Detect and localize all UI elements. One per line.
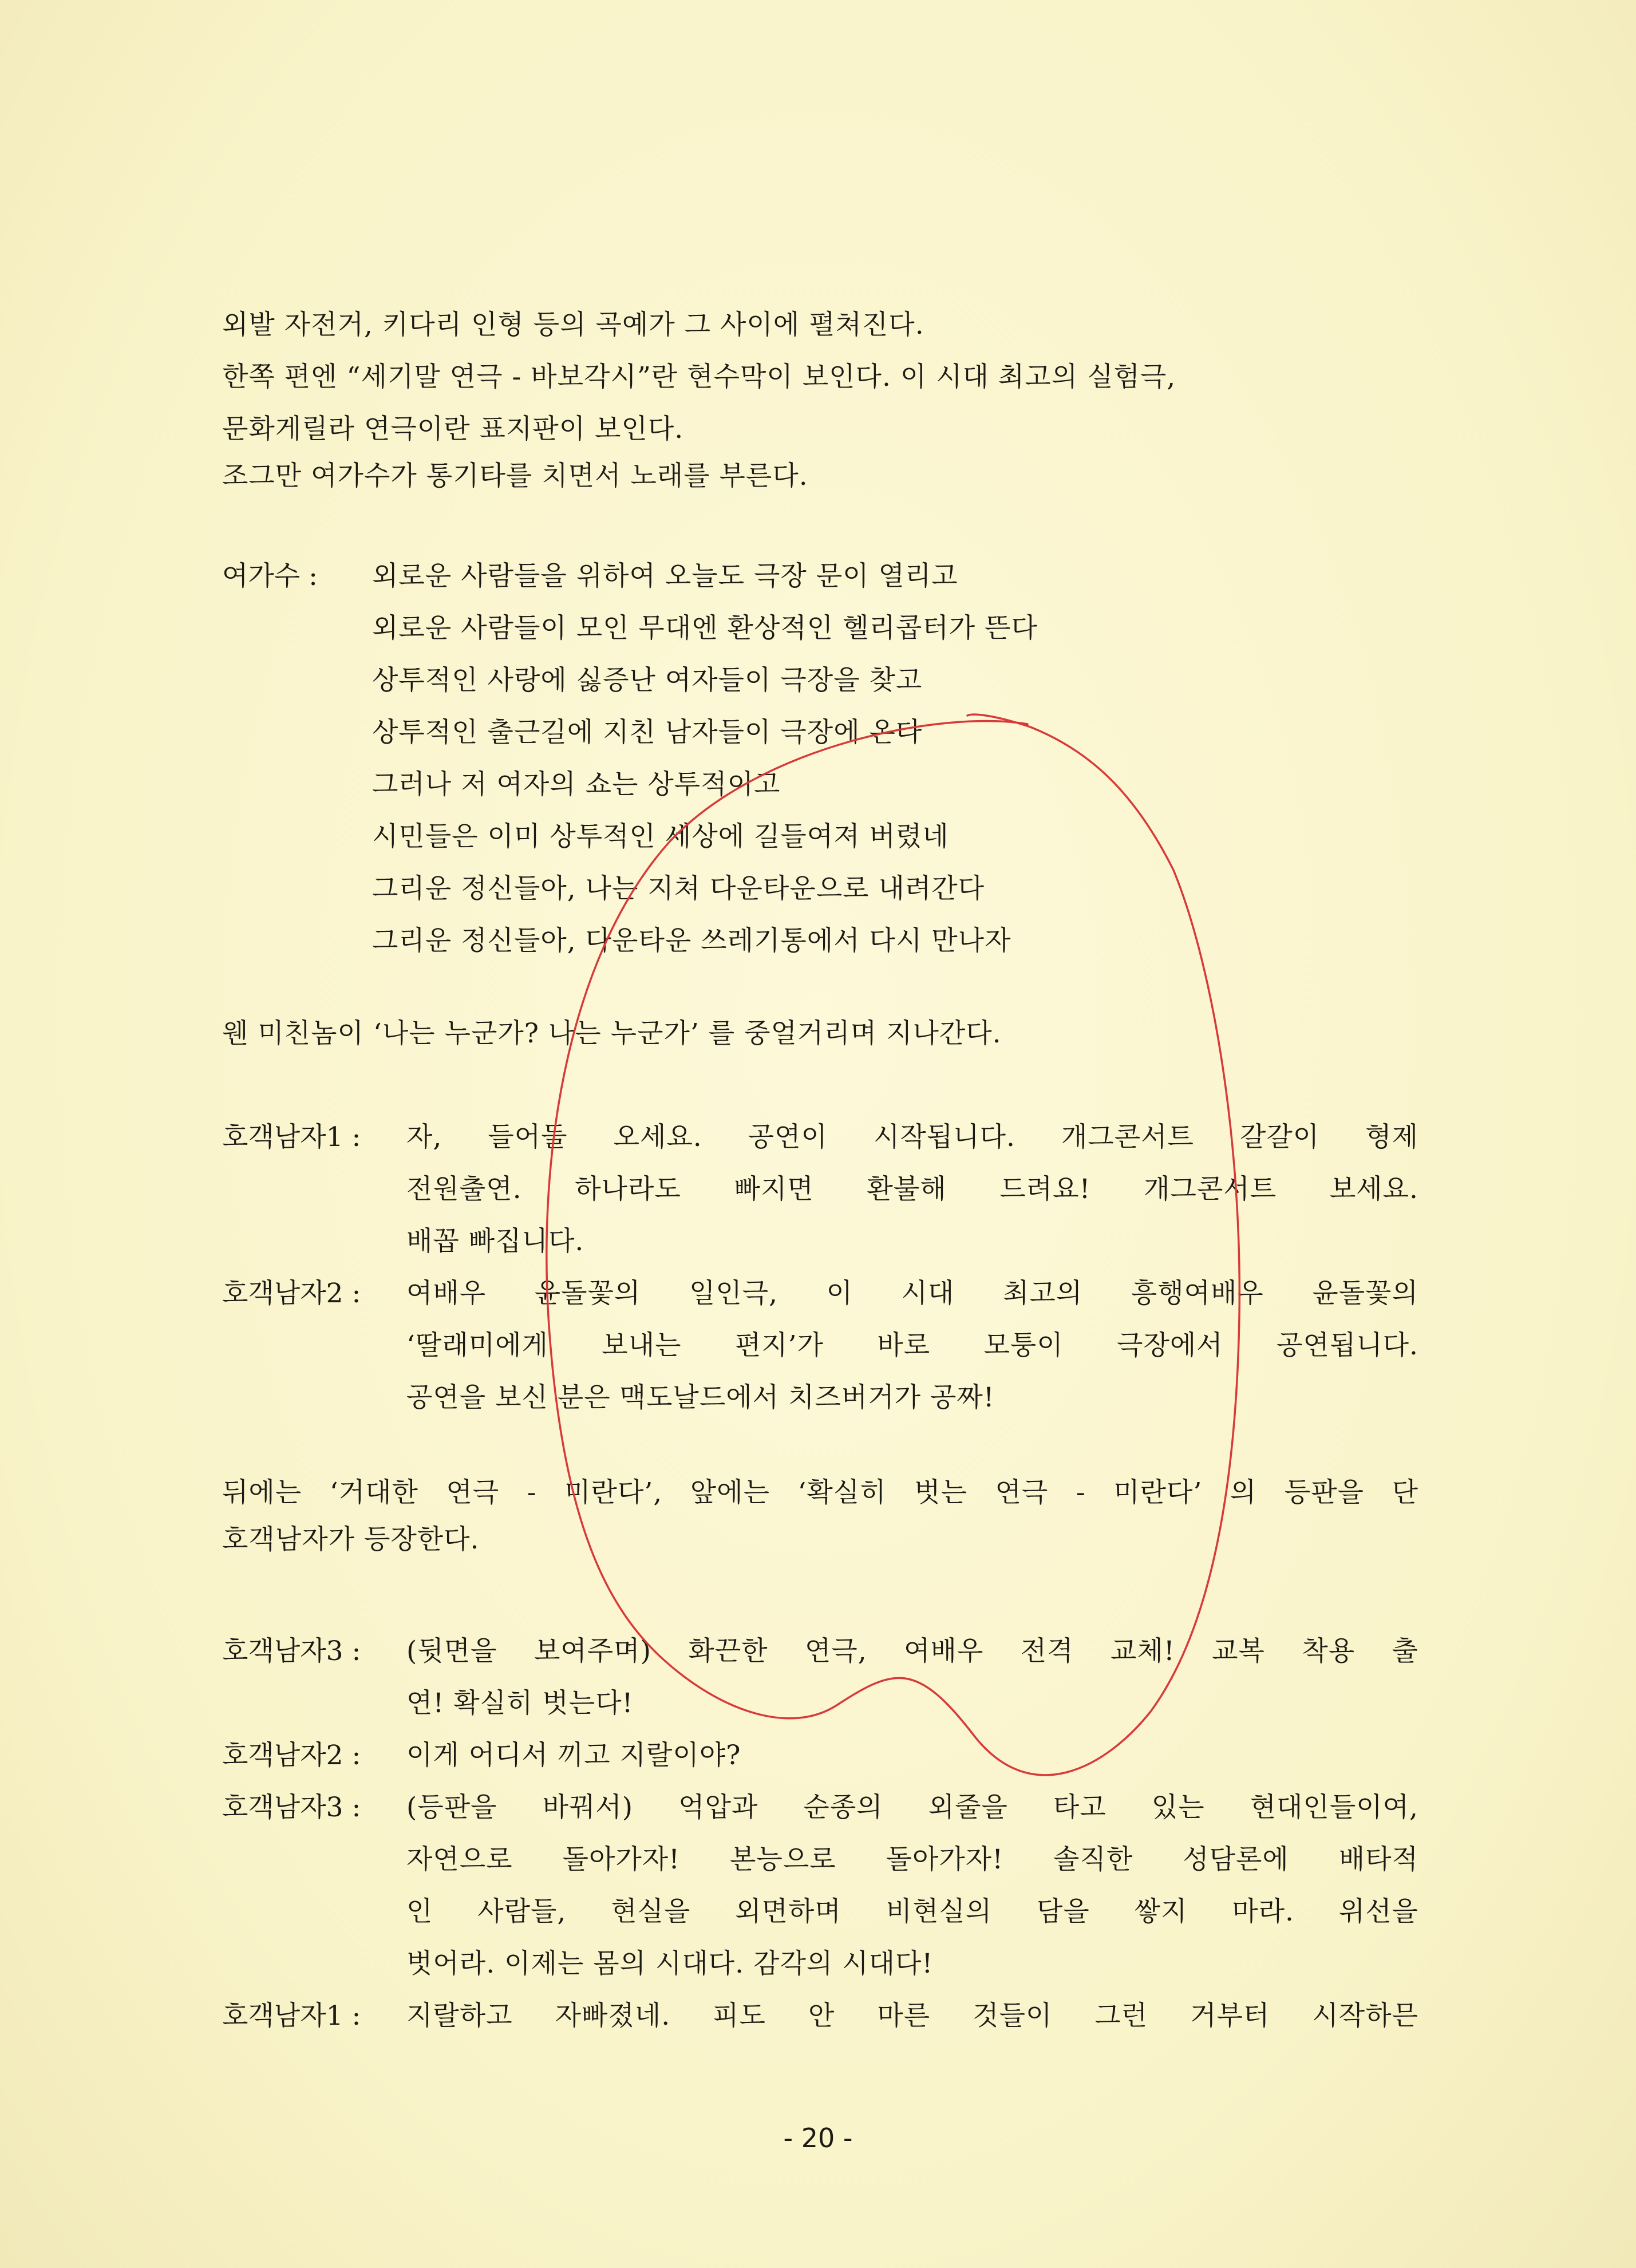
stage-direction-line: 호객남자가 등장한다. <box>222 1524 480 1555</box>
dialogue-line: 공연을 보신 분은 맥도날드에서 치즈버거가 공짜! <box>406 1382 995 1413</box>
dialogue-line: 벗어라. 이제는 몸의 시대다. 감각의 시대다! <box>406 1948 934 1979</box>
lyric-line: 그리운 정신들아, 나는 지쳐 다운타운으로 내려간다 <box>372 873 985 904</box>
dialogue-line: (뒷면을 보여주며) 화끈한 연극, 여배우 전격 교체! 교복 착용 출 <box>406 1635 1418 1667</box>
dialogue-line: 여배우 윤돌꽃의 일인극, 이 시대 최고의 흥행여배우 윤돌꽃의 <box>406 1278 1418 1309</box>
dialogue-line: 전원출연. 하나라도 빠지면 환불해 드려요! 개그콘서트 보세요. <box>406 1173 1418 1205</box>
speaker-label: 호객남자2 : <box>222 1278 361 1309</box>
dialogue-line: ‘딸래미에게 보내는 편지’가 바로 모퉁이 극장에서 공연됩니다. <box>406 1330 1418 1361</box>
lyric-line: 상투적인 사랑에 싫증난 여자들이 극장을 찾고 <box>372 665 923 696</box>
stage-direction-line: 한쪽 편엔 “세기말 연극 - 바보각시”란 현수막이 보인다. 이 시대 최고의 실험극, <box>222 361 1176 393</box>
dialogue-line: 연! 확실히 벗는다! <box>406 1688 634 1719</box>
lyric-line: 그러나 저 여자의 쇼는 상투적이고 <box>372 769 781 800</box>
stage-direction-line: 문화게릴라 연극이란 표지판이 보인다. <box>222 413 684 445</box>
speaker-label: 호객남자2 : <box>222 1740 361 1771</box>
stage-direction-line: 뒤에는 ‘거대한 연극 - 미란다’, 앞에는 ‘확실히 벗는 연극 - 미란다’ 의 등판을 단 <box>222 1477 1418 1508</box>
stage-direction-line: 조그만 여가수가 통기타를 치면서 노래를 부른다. <box>222 460 808 492</box>
stage-direction-line: 웬 미친놈이 ‘나는 누군가? 나는 누군가’ 를 중얼거리며 지나간다. <box>222 1018 1002 1049</box>
speaker-label: 호객남자3 : <box>222 1792 361 1823</box>
stage-direction-line: 외발 자전거, 키다리 인형 등의 곡예가 그 사이에 펼쳐진다. <box>222 309 924 341</box>
dialogue-line: 배꼽 빠집니다. <box>406 1226 584 1257</box>
dialogue-line: (등판을 바꿔서) 억압과 순종의 외줄을 타고 있는 현대인들이여, <box>406 1792 1418 1823</box>
dialogue-line: 인 사람들, 현실을 외면하며 비현실의 담을 쌓지 마라. 위선을 <box>406 1896 1418 1927</box>
page-number: - 20 - <box>783 2123 853 2154</box>
speaker-label: 여가수 : <box>222 560 318 592</box>
lyric-line: 외로운 사람들이 모인 무대엔 환상적인 헬리콥터가 뜬다 <box>372 613 1038 644</box>
speaker-label: 호객남자1 : <box>222 1121 361 1153</box>
lyric-line: 시민들은 이미 상투적인 세상에 길들여져 버렸네 <box>372 821 949 852</box>
speaker-label: 호객남자3 : <box>222 1635 361 1667</box>
speaker-label: 호객남자1 : <box>222 2000 361 2032</box>
lyric-line: 외로운 사람들을 위하여 오늘도 극장 문이 열리고 <box>372 560 958 592</box>
lyric-line: 그리운 정신들아, 다운타운 쓰레기통에서 다시 만나자 <box>372 925 1011 957</box>
lyric-line: 상투적인 출근길에 지친 남자들이 극장에 온다 <box>372 717 923 748</box>
dialogue-line: 지랄하고 자빠졌네. 피도 안 마른 것들이 그런 거부터 시작하믄 <box>406 2000 1418 2032</box>
dialogue-line: 자, 들어들 오세요. 공연이 시작됩니다. 개그콘서트 갈갈이 형제 <box>406 1121 1418 1153</box>
dialogue-line: 자연으로 돌아가자! 본능으로 돌아가자! 솔직한 성담론에 배타적 <box>406 1844 1418 1875</box>
dialogue-line: 이게 어디서 끼고 지랄이야? <box>406 1740 741 1771</box>
